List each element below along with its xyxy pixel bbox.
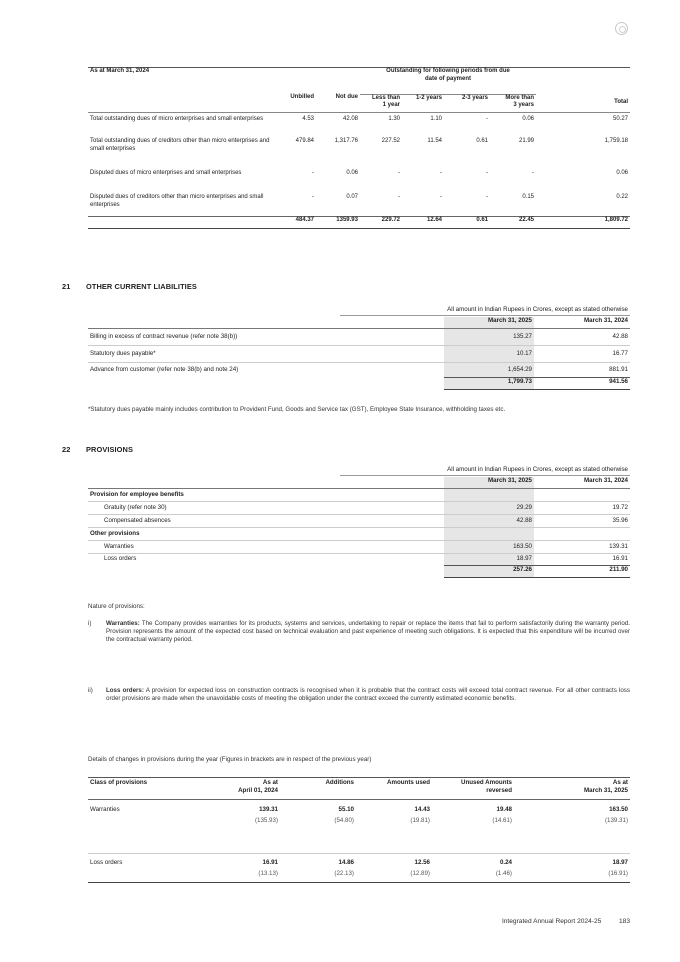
section-22-title: PROVISIONS [86, 445, 133, 454]
page-footer [380, 918, 630, 925]
table-row: Warranties 163.50 139.31 [88, 540, 630, 553]
group-other-provisions: Other provisions [90, 529, 140, 537]
table-row: Gratuity (refer note 30) 29.29 19.72 [88, 501, 630, 514]
table-row: (135.93) (54.80) (19.81) (14.61) (139.31) [254, 817, 628, 824]
col-march-2025: March 31, 2025 [444, 477, 534, 488]
table-row: Billing in excess of contract revenue (refer note 38(b)) 135.27 42.88 [88, 328, 630, 345]
table1-header-total: Total [614, 98, 628, 105]
table-row: Loss orders 16.91 14.86 12.56 0.24 18.97 [90, 859, 628, 866]
section-21-footnote: *Statutory dues payable mainly includes contribution to Provident Fund, Goods and Service tax (GST), Employee State Insurance, withholding taxes etc. [88, 406, 506, 413]
table-row: Statutory dues payable* 10.17 16.77 [88, 345, 630, 362]
item-number: i) [88, 620, 92, 627]
section-22-unit-note: All amount in Indian Rupees in Crores, except as stated otherwise [447, 466, 628, 473]
table-row: Disputed dues of micro enterprises and small enterprises - 0.06 - - - - 0.06 [90, 170, 628, 176]
warranties-paragraph: Warranties: The Company provides warranties for its products, systems and services, undertaking to repair or replace the items that fail to perform satisfactorily during the warranty period. Provision represents the amount of the expected cost based on technical evaluation and past experience of meeting such obligations. It is expected that this expenditure will be incurred over the contractual warranty period. [106, 620, 630, 644]
table-row: (13.13) (22.13) (12.89) (1.46) (16.91) [88, 870, 630, 882]
table-row: Total outstanding dues of micro enterprises and small enterprises 4.53 42.08 1.30 1.10 - 0.06 50.27 [90, 116, 628, 122]
section-21-number: 21 [62, 282, 71, 291]
outstanding-dues-table: As at March 31, 2024 Outstanding for following periods from due date of payment Unbilled Not due Less than 1 year 1-2 years 2-3 years More than 3 years Total Total outstanding dues of micro enterprises and small enterprises 4.53 42.08 1.30 1.10 - 0.06 50.27 Total outstanding dues of creditors other than micro enterprises and small enterprises 479.84 1,317.76 227.52 11.54 0.61 21.99 1,759.18 Disputed dues of micro enterprises and small enterprises - 0.06 - - - - 0.06 Disputed dues of creditors other than micro enterprises and small enterprises - 0.07 - - - 0.15 0.22 484.37 1359.93 229.72 12.64 0.61 22.45 1,809.72 [88, 68, 630, 229]
table-row: Compensated absences 42.88 35.96 [88, 514, 630, 527]
section-21-title: OTHER CURRENT LIABILITIES [86, 282, 197, 291]
table1-title: As at March 31, 2024 [90, 68, 150, 74]
section-22-number: 22 [62, 445, 71, 454]
nature-of-provisions-title: Nature of provisions: [88, 603, 145, 610]
section-22-total-row: 257.26 211.90 [88, 565, 630, 577]
table-row: Loss orders 18.97 16.91 [88, 553, 630, 565]
col-march-2024: March 31, 2024 [583, 477, 628, 484]
loss-orders-paragraph: Loss orders: A provision for expected loss on construction contracts is recognised when it is probable that the contract costs will exceed total contract revenue. For all other contracts loss order provisions are made when the unavoidable costs of meeting the obligation under the contract exceed the currently estimated economic benefits. [106, 687, 630, 703]
item-number: ii) [88, 687, 93, 694]
company-logo-icon [615, 22, 628, 35]
table1-header-not-due: Not due [335, 94, 358, 100]
table-row: Advance from customer (refer note 38(b) and note 24) 1,654.29 881.91 [88, 362, 630, 377]
other-current-liabilities-table [88, 317, 630, 390]
provisions-table [88, 477, 630, 578]
section-21-unit-note: All amount in Indian Rupees in Crores, except as stated otherwise [447, 306, 628, 313]
table-row: Disputed dues of creditors other than micro enterprises and small enterprises - 0.07 - - - 0.15 0.22 [90, 194, 628, 208]
table1-total-row: 484.37 1359.93 229.72 12.64 0.61 22.45 1,809.72 [88, 216, 630, 228]
group-employee-benefits: Provision for employee benefits [90, 490, 184, 498]
table-row: Warranties 139.31 55.10 14.43 19.48 163.50 [90, 806, 628, 813]
changes-in-provisions-title: Details of changes in provisions during the year (Figures in brackets are in respect of the previous year) [88, 756, 372, 763]
section-21-total-row: 1,799.73 941.56 [88, 377, 630, 389]
report-name: Integrated Annual Report 2024-25 [501, 918, 602, 925]
page-number: 183 [618, 918, 630, 925]
table-row: Total outstanding dues of creditors other than micro enterprises and small enterprises 479.84 1,317.76 227.52 11.54 0.61 21.99 1,759.18 [90, 138, 628, 152]
col-march-2024: March 31, 2024 [583, 317, 628, 324]
table1-group-header: Outstanding for following periods from due [386, 68, 510, 74]
provision-changes-table: Class of provisions As at April 01, 2024 Additions Amounts used Unused Amounts reversed As at March 31, 2025 Warranties 139.31 55.10 14.43 19.48 163.50 (135.93) (54.80) (19.81) (14.61) (139.31) Loss orders 16.91 14.86 12.56 0.24 18.97 (13.13) (22.13) (12.89) (1.46) (16.91) [88, 779, 630, 883]
table1-header-unbilled: Unbilled [290, 94, 314, 100]
col-march-2025: March 31, 2025 [444, 317, 534, 328]
